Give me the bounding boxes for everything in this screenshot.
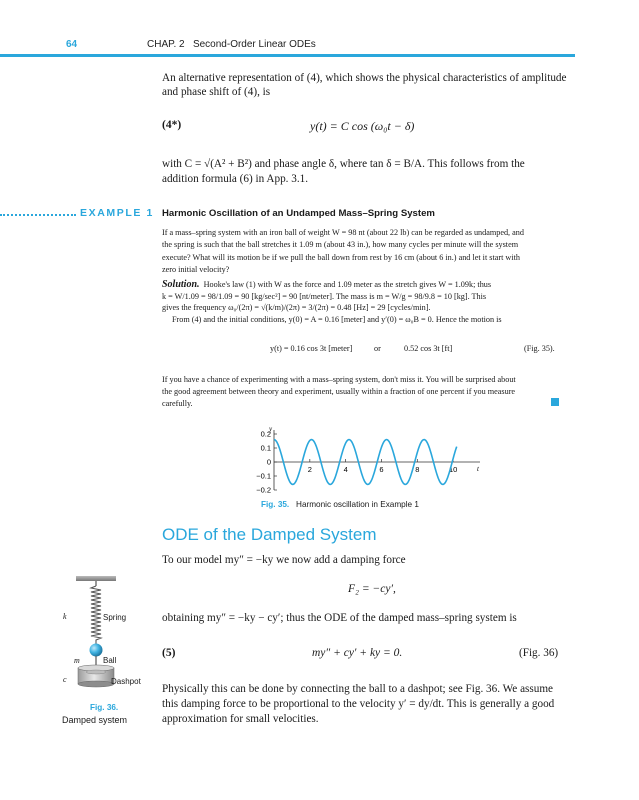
fig35-t-label: t [477,465,479,473]
fig35-y-label: y [269,425,273,433]
problem-line: the spring is such that the ball stretches it 1.09 m (about 43 in.), how many cycles per minute will the system [162,240,519,250]
fig35-x-tick-label: 2 [307,465,312,474]
force-equation: F₂ = −cy′, [348,583,396,595]
problem-line: zero initial velocity? [162,264,230,274]
fig35-y-tick-label: 0 [266,457,271,467]
fig35-x-tick-label: 6 [379,465,384,474]
closing-line: carefully. [162,398,193,408]
solution-line: Hooke's law (1) with W as the force and 1.09 meter as the stretch gives W = 1.09k; thus [203,280,492,289]
fig35-y-tick-label: −0.2 [256,485,271,494]
fig36-caption-number: Fig. 36. [90,703,119,712]
fig36-c-label: c [63,675,67,684]
paragraph-line: approximation for small velocities. [162,713,319,725]
example-title: Harmonic Oscillation of an Undamped Mass–Spring System [162,208,435,219]
solution-line: k = W/1.09 = 98/1.09 = 90 [kg/sec²] = 90 [nt/meter]. The mass is m = W/g = 98/9.8 = 10 [kg]. This [162,291,487,301]
fig36-dashpot-label: Dashpot [111,677,141,686]
closing-line: the good agreement between theory and experiment, usually within a fraction of one percent if you measure [162,386,516,396]
paragraph-line: Physically this can be done by connecting the ball to a dashpot; see Fig. 36. We assume [162,683,553,695]
motion-eq-2: 0.52 cos 3t [ft] [404,344,453,353]
section-line-1: To our model my″ = −ky we now add a damping force [162,554,406,566]
fig35-caption-text: Harmonic oscillation in Example 1 [296,500,419,509]
problem-line: execute? What will its motion be if we pull the ball down from rest by 16 cm (about 6 in.) and let it start with [162,252,520,262]
eq5-ref: (Fig. 36) [519,647,559,659]
eq5-label: (5) [162,647,176,659]
fig35-y-tick-label: 0.1 [260,443,271,453]
fig35-caption [261,500,419,509]
problem-line: If a mass–spring system with an iron ball of weight W = 98 nt (about 22 lb) can be regarded as undamped, and [162,228,524,237]
example-solution [162,279,502,325]
solution-label: Solution. [162,279,200,290]
intro-line-1: An alternative representation of (4), which shows the physical characteristics of amplitude [162,72,567,84]
eq-label-4star: (4*) [162,119,182,131]
example-tag: EXAMPLE 1 [80,207,154,219]
fig35-y-tick-label: −0.1 [256,471,271,481]
closing-line: If you have a chance of experimenting with a mass–spring system, don't miss it. You will be surprised about [162,375,516,384]
motion-ref: (Fig. 35). [524,344,555,353]
ceiling-plate [76,576,116,581]
fig36-m-label: m [74,656,80,665]
ball [90,644,103,657]
section-title: ODE of the Damped System [162,525,377,544]
example-dotted-rule [0,214,76,216]
example-problem [162,227,524,276]
solution-line: From (4) and the initial conditions, y(0) = A = 0.16 [meter] and y′(0) = ω₀B = 0. Hence the motion is [172,314,502,324]
damping-paragraph [162,682,554,727]
fig35-x-tick-label: 8 [415,465,420,474]
obtaining-line: obtaining my″ = −ky − cy′; thus the ODE of the damped mass–spring system is [162,612,517,624]
fig36-spring-label: Spring [103,613,127,622]
page-number: 64 [66,39,78,50]
fig35-x-tick-label: 10 [448,465,458,474]
motion-eq-1: y(t) = 0.16 cos 3t [meter] [270,344,353,353]
after-eq-line-2: addition formula (6) in App. 3.1. [162,173,309,185]
fig35-y-tick-label: 0.2 [260,429,271,439]
intro-line-2: and phase shift of (4), is [162,86,271,98]
motion-or: or [374,344,381,353]
example-closing [162,374,516,409]
equation-4star: y(t) = C cos (ω₀t − δ) [310,119,415,133]
fig35-chart [240,424,500,494]
running-header: CHAP. 2 Second-Order Linear ODEs [147,39,316,50]
fig36-caption-text: Damped system [62,715,128,725]
fig35-caption-number: Fig. 35. [261,500,290,509]
end-of-example-square [551,398,559,406]
fig36-illustration [60,572,160,700]
solution-line: gives the frequency ω₀/(2π) = √(k/m)/(2π) = 3/(2π) = 0.48 [Hz] = 29 [cycles/min]. [162,303,431,313]
spring-coil [91,586,101,644]
fig36-ball-label: Ball [103,656,117,665]
equation-5: my″ + cy′ + ky = 0. [312,647,403,659]
paragraph-line: this damping force to be proportional to the velocity y′ = dy/dt. This is generally a good [162,698,555,710]
fig36-k-label: k [63,612,67,621]
header-rule [0,54,575,57]
fig35-x-tick-label: 4 [343,465,348,474]
after-eq-line-1: with C = √(A² + B²) and phase angle δ, where tan δ = B/A. This follows from the [162,158,525,170]
